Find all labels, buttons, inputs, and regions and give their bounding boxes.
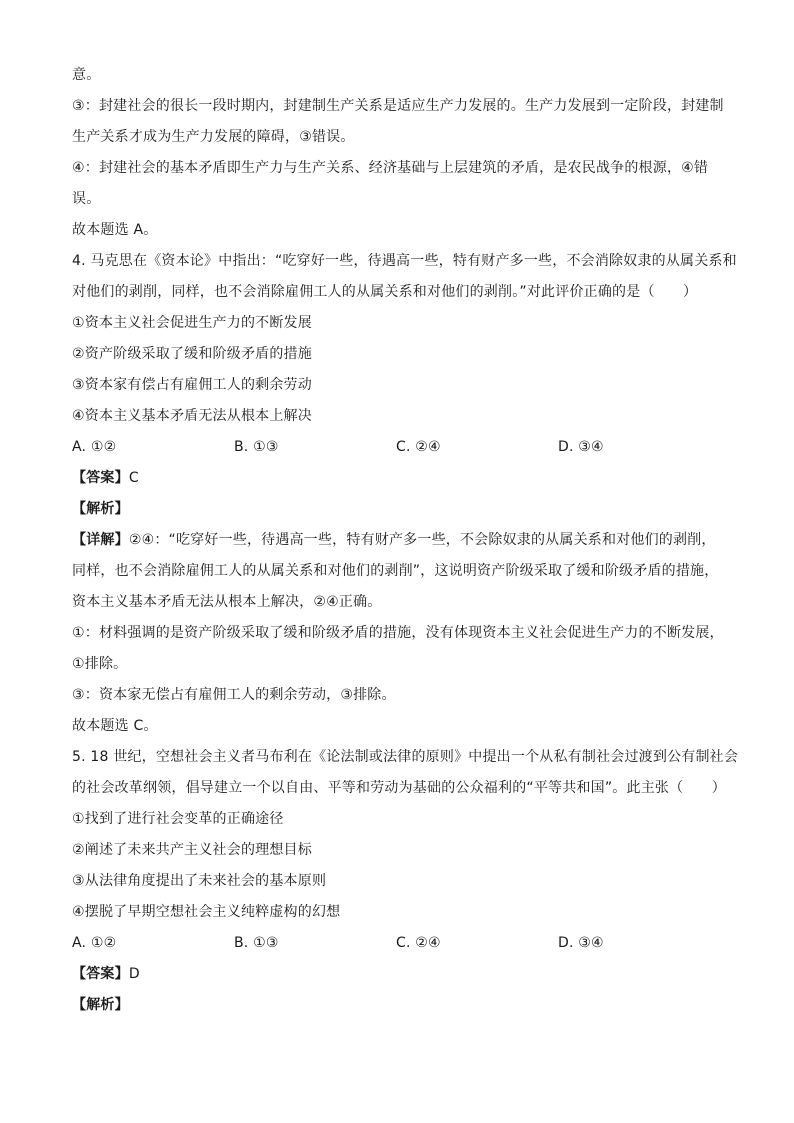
- option-c: C. ②④: [396, 935, 441, 951]
- analysis-tag: 【解析】: [72, 997, 129, 1013]
- question-4-item: ②资产阶级采取了缓和阶级矛盾的措施: [72, 346, 312, 362]
- question-4-stem: 对他们的剥削，同样，也不会消除雇佣工人的从属关系和对他们的剥削。”对此评价正确的是（ ）: [72, 284, 698, 300]
- answer-line: [72, 463, 732, 494]
- option-b: B. ①③: [234, 439, 279, 455]
- option-d: D. ③④: [558, 439, 604, 455]
- question-4-item: ③资本家有偿占有雇佣工人的剩余劳动: [72, 377, 312, 393]
- option-a: A. ①②: [72, 935, 117, 951]
- question-5-item: ①找到了进行社会变革的正确途径: [72, 811, 284, 827]
- document-page: [72, 60, 739, 1021]
- answer-line: [72, 959, 732, 990]
- analysis-text: 误。: [72, 191, 101, 207]
- detail-line: [72, 525, 732, 556]
- analysis-text: ④：封建社会的基本矛盾即生产力与生产关系、经济基础与上层建筑的矛盾，是农民战争的根源，④错: [72, 160, 709, 176]
- question-4-item: ④资本主义基本矛盾无法从根本上解决: [72, 408, 312, 424]
- answer-tag: 【答案】: [72, 470, 129, 486]
- answer-value: C: [128, 470, 139, 486]
- option-a: A. ①②: [72, 439, 117, 455]
- question-4-stem: 4. 马克思在《资本论》中指出：“吃穿好一些，待遇高一些，特有财产多一些，不会消除奴隶的从属关系和: [72, 253, 737, 269]
- analysis-text: ③：封建社会的很长一段时期内，封建制生产关系是适应生产力发展的。生产力发展到一定阶段，封建制: [72, 98, 724, 114]
- question-5-stem: 5. 18 世纪，空想社会主义者马布利在《论法制或法律的原则》中提出一个从私有制社会过渡到公有制社会: [72, 749, 739, 765]
- question-5-item: ③从法律角度提出了未来社会的基本原则: [72, 873, 327, 889]
- question-5-stem: 的社会改革纲领，倡导建立一个以自由、平等和劳动为基础的公众福利的“平等共和国”。此主张（ ）: [72, 780, 726, 796]
- analysis-text: 意。: [72, 67, 101, 83]
- question-5-options: [72, 928, 732, 959]
- question-4-options: [72, 432, 732, 463]
- detail-text: ①排除。: [72, 656, 128, 672]
- answer-value: D: [128, 966, 140, 982]
- conclusion-text: 故本题选 A。: [72, 222, 158, 238]
- question-5-item: ④摆脱了早期空想社会主义纯粹虚构的幻想: [72, 904, 341, 920]
- detail-tag: 【详解】: [72, 532, 129, 548]
- option-b: B. ①③: [234, 935, 279, 951]
- conclusion-text: 故本题选 C。: [72, 718, 158, 734]
- detail-text: 同样，也不会消除雇佣工人的从属关系和对他们的剥削”，这说明资产阶级采取了缓和阶级矛盾的措施，: [72, 563, 719, 579]
- detail-text: 资本主义基本矛盾无法从根本上解决，②④正确。: [72, 594, 382, 610]
- detail-text: ②④：“吃穿好一些，待遇高一些，特有财产多一些，不会除奴隶的从属关系和对他们的剥削，: [128, 532, 716, 548]
- answer-tag: 【答案】: [72, 966, 129, 982]
- question-4-item: ①资本主义社会促进生产力的不断发展: [72, 315, 312, 331]
- option-c: C. ②④: [396, 439, 441, 455]
- analysis-tag: 【解析】: [72, 501, 129, 517]
- option-d: D. ③④: [558, 935, 604, 951]
- detail-text: ①：材料强调的是资产阶级采取了缓和阶级矛盾的措施，没有体现资本主义社会促进生产力的不断发展，: [72, 625, 724, 641]
- detail-text: ③：资本家无偿占有雇佣工人的剩余劳动，③排除。: [72, 687, 396, 703]
- question-5-item: ②阐述了未来共产主义社会的理想目标: [72, 842, 312, 858]
- analysis-text: 生产关系才成为生产力发展的障碍，③错误。: [72, 129, 355, 145]
